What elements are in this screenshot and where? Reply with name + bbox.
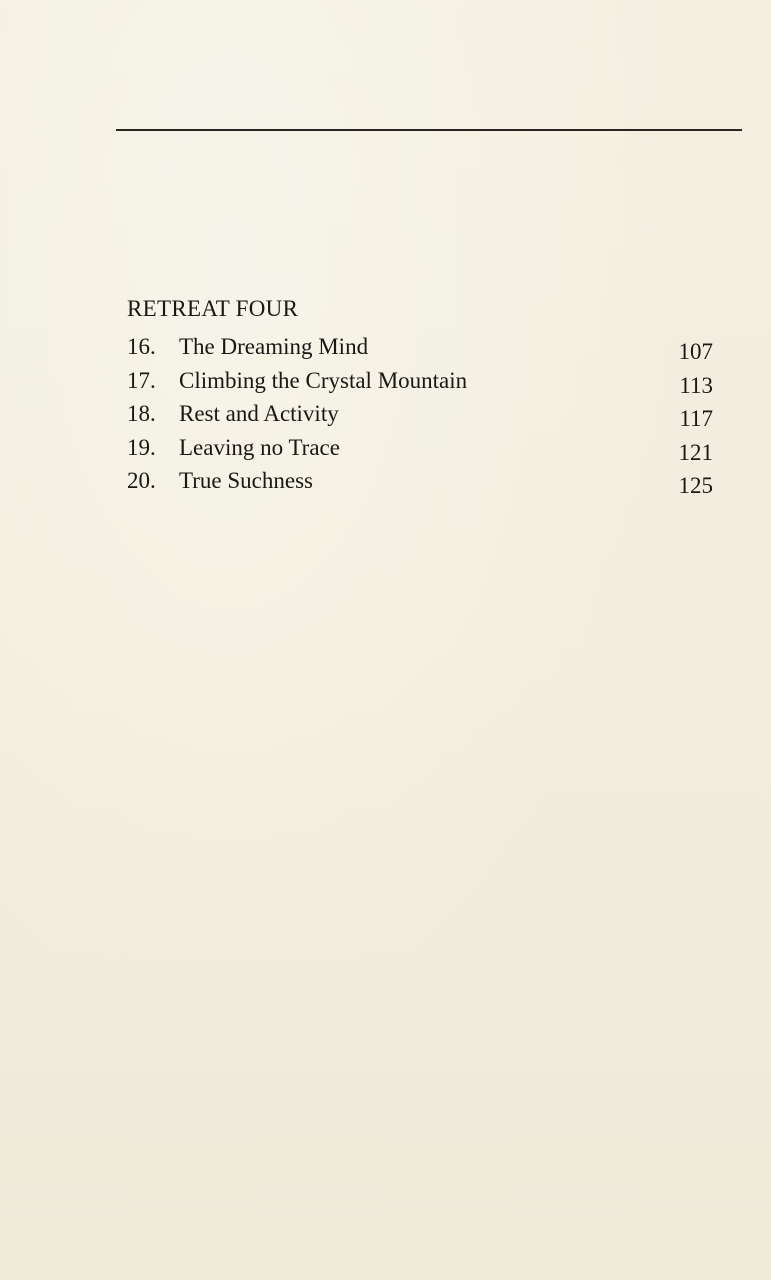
chapter-number: 18. (127, 401, 156, 426)
chapter-title: Leaving no Trace (179, 434, 340, 460)
chapter-title: True Suchness (179, 468, 313, 493)
page-number: 125 (678, 473, 713, 498)
page-number: 113 (679, 372, 713, 398)
chapter-number: 16. (127, 334, 156, 359)
section-heading: RETREAT FOUR (127, 296, 299, 321)
chapter-title: Climbing the Crystal Mountain (179, 367, 468, 393)
page-number: 121 (678, 439, 713, 465)
chapter-title: Rest and Activity (179, 401, 339, 426)
page-number: 117 (679, 406, 713, 431)
chapter-title: The Dreaming Mind (179, 334, 369, 359)
table-of-contents-list (127, 330, 717, 498)
toc-entry[interactable] (127, 397, 717, 431)
toc-entry[interactable] (127, 431, 717, 465)
toc-entry[interactable] (127, 364, 717, 398)
toc-entry[interactable] (127, 464, 717, 498)
chapter-number: 19. (127, 434, 156, 460)
toc-entry[interactable] (127, 330, 717, 364)
chapter-number: 17. (127, 367, 156, 393)
header-rule (116, 129, 742, 131)
chapter-number: 20. (127, 468, 156, 493)
page-number: 107 (678, 339, 713, 364)
